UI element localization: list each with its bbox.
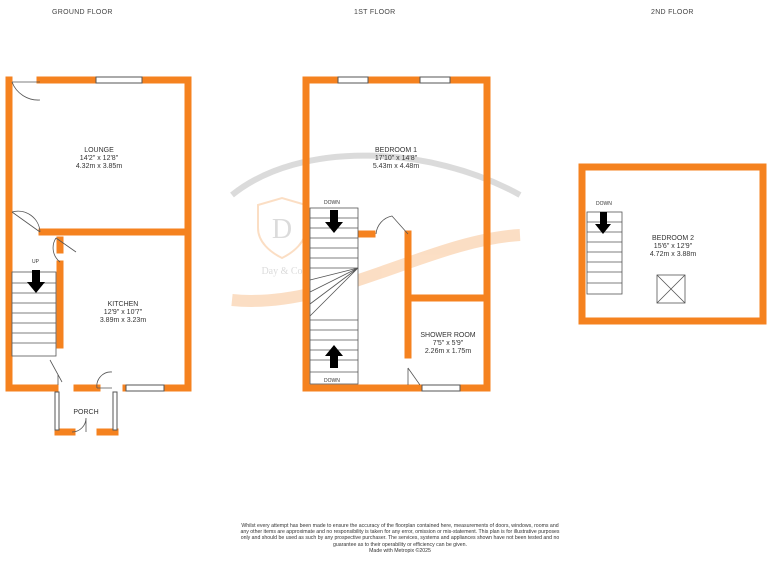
lounge-imperial: 14'2" x 12'8" (79, 155, 119, 162)
kitchen-name: KITCHEN (107, 301, 139, 308)
lounge-name: LOUNGE (84, 147, 114, 154)
porch-name: PORCH (73, 409, 99, 416)
watermark-brand: Day & Co (261, 266, 303, 277)
bedroom2-metric: 4.72m x 3.88m (649, 251, 697, 258)
first-floor-label: 1ST FLOOR (354, 9, 396, 16)
second-stairs-down-label: DOWN (596, 201, 612, 207)
loft-hatch-icon (657, 275, 685, 303)
bedroom1-name: BEDROOM 1 (374, 147, 418, 154)
shower-room-name: SHOWER ROOM (420, 332, 476, 339)
bedroom1-imperial: 17'10" x 14'8" (374, 155, 418, 162)
bedroom2-imperial: 15'6" x 12'9" (653, 243, 693, 250)
ground-floor-label: GROUND FLOOR (52, 9, 113, 16)
disclaimer (240, 523, 560, 554)
watermark (232, 156, 520, 301)
bedroom2-name: BEDROOM 2 (651, 235, 695, 242)
lounge-metric: 4.32m x 3.85m (75, 163, 123, 170)
shower-room-metric: 2.26m x 1.75m (424, 348, 472, 355)
kitchen-metric: 3.89m x 3.23m (99, 317, 147, 324)
first-stairs-down-label-bottom: DOWN (324, 378, 340, 384)
kitchen-imperial: 12'9" x 10'7" (103, 309, 143, 316)
second-floor-label: 2ND FLOOR (651, 9, 694, 16)
disclaimer-credit: Made with Metropix ©2025 (369, 547, 431, 554)
ground-floor-windows (55, 77, 164, 430)
ground-stairs-up-label: UP (32, 259, 39, 265)
ground-floor-doors (12, 82, 112, 432)
shower-room-imperial: 7'5" x 5'9" (432, 340, 464, 347)
bedroom1-metric: 5.43m x 4.48m (372, 163, 420, 170)
first-stairs-down-label-top: DOWN (324, 200, 340, 206)
watermark-initial: D (271, 214, 293, 245)
disclaimer-text: Whilst every attempt has been made to ensure the accuracy of the floorplan contained here, measurements of doors, windows, rooms and any other items are approximate and no responsibility is taken for any error, omission or mis-statement. This plan is for illustrative purposes only and should be used as such by any prospective purchaser. The services, systems and appliances shown have not been tested and no guarantee as to their operability or efficiency can be given. (240, 523, 560, 548)
